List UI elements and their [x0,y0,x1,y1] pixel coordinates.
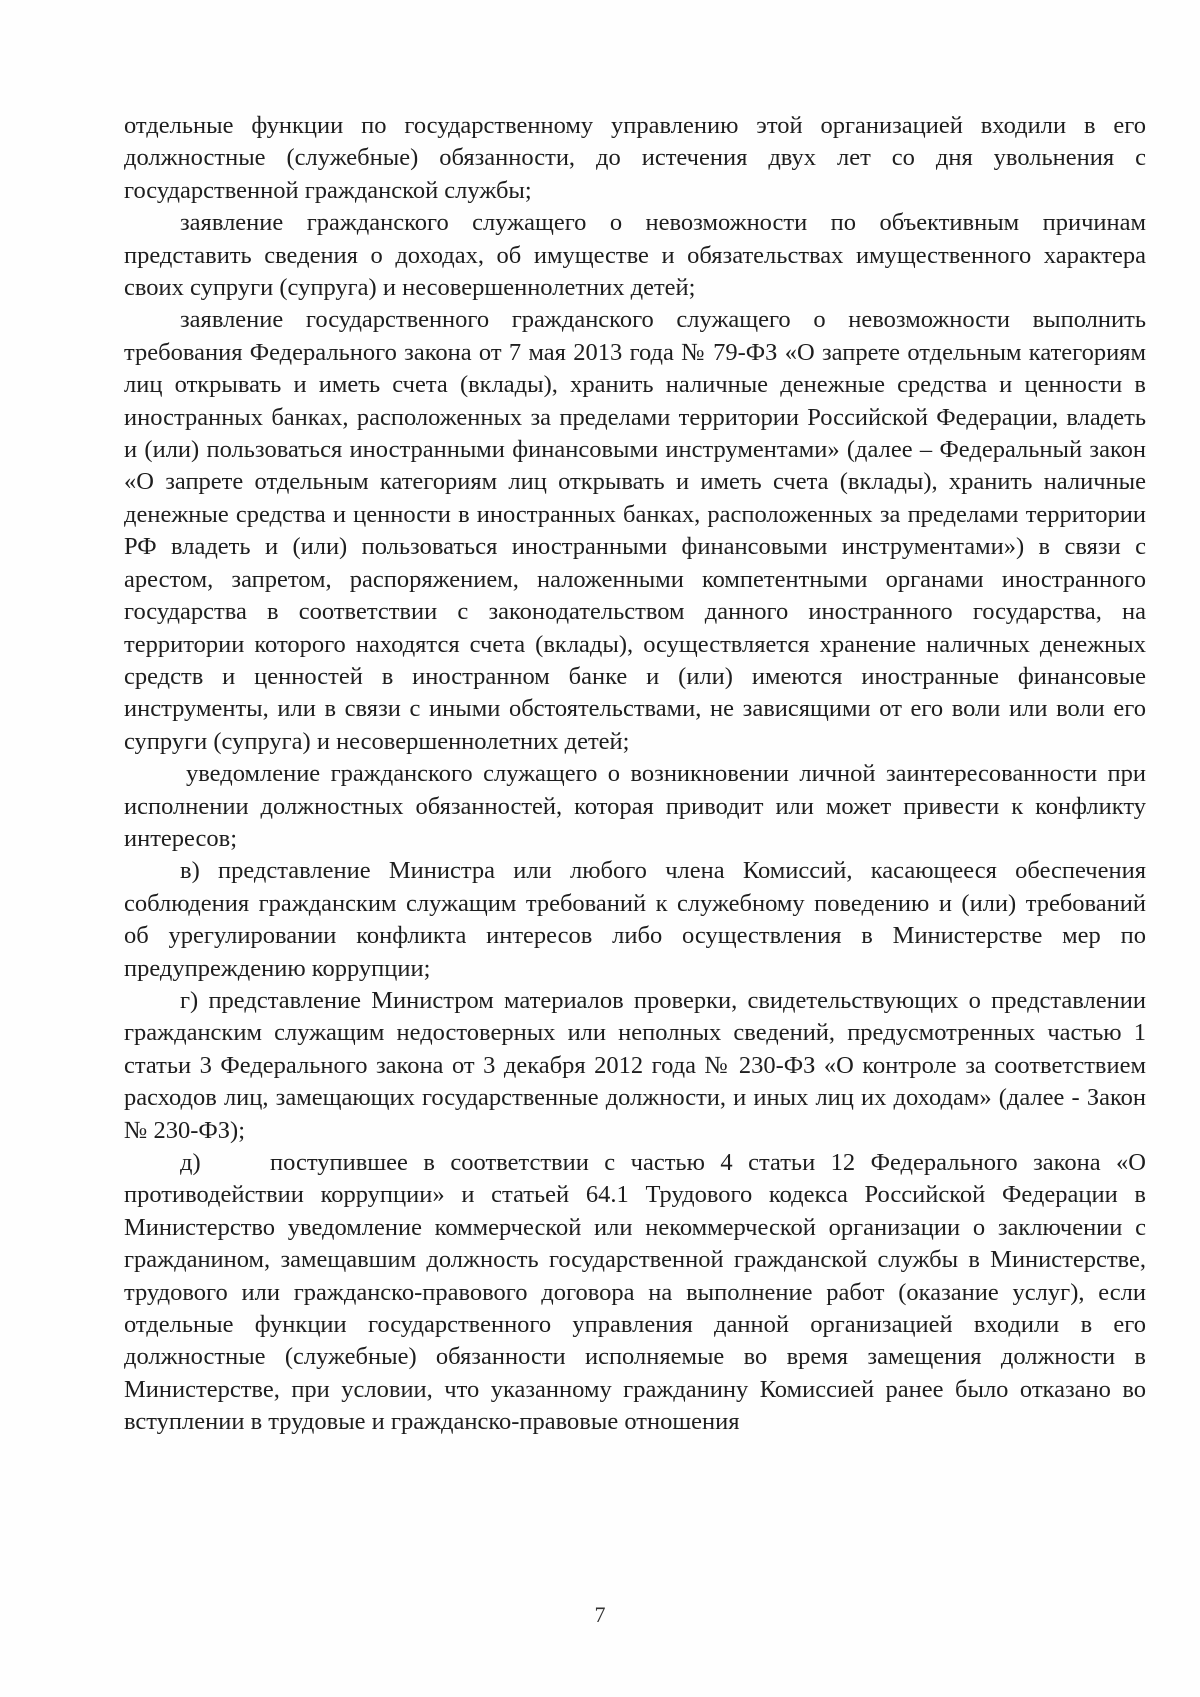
paragraph-statement-foreign-accounts: заявление государственного гражданского служащего о невозможности выполнить требования Федерального закона от 7 мая 2013 года № 79-ФЗ «О запрете отдельным категориям лиц открывать и иметь счета (вклады), хранить наличные денежные средства и ценности в иностранных банках, расположенных за пределами территории Российской Федерации, владеть и (или) пользоваться иностранными финансовыми инструментами» (далее – Федеральный закон «О запрете отдельным категориям лиц открывать и иметь счета (вклады), хранить наличные денежные средства и ценности в иностранных банках, расположенных за пределами территории РФ владеть и (или) пользоваться иностранными финансовыми инструментами») в связи с арестом, запретом, распоряжением, наложенными компетентными органами иностранного государства в соответствии с законодательством данного иностранного государства, на территории которого находятся счета (вклады), осуществляется хранение наличных денежных средств и ценностей в иностранном банке и (или) имеются иностранные финансовые инструменты, или в связи с иными обстоятельствами, не зависящими от его воли или воли его супруги (супруга) и несовершеннолетних детей; [124,306,1146,755]
paragraph-item-d [124,1147,1146,1439]
paragraph-notice-conflict: уведомление гражданского служащего о возникновении личной заинтересованности при исполнении должностных обязанностей, которая приводит или может привести к конфликту интересов; [124,760,1146,852]
paragraph-statement-income: заявление гражданского служащего о невозможности по объективным причинам представить сведения о доходах, об имуществе и обязательствах имущественного характера своих супруги (супруга) и несовершеннолетних детей; [124,209,1146,302]
paragraph-continuation: отдельные функции по государственному управлению этой организацией входили в его должностные (служебные) обязанности, до истечения двух лет со дня увольнения с государственной гражданской службы; [124,112,1146,204]
page-number: 7 [594,1602,606,1627]
paragraph-item-v: в) представление Министра или любого члена Комиссий, касающееся обеспечения соблюдения гражданским служащим требований к служебному поведению и (или) требований об урегулировании конфликта интересов либо осуществления в Министерстве мер по предупреждению коррупции; [124,857,1146,982]
document-body [124,110,1146,1439]
item-d-text: поступившее в соответствии с частью 4 статьи 12 Федерального закона «О противодействии коррупции» и статьей 64.1 Трудового кодекса Российской Федерации в Министерство уведомление коммерческой или некоммерческой организации о заключении с гражданином, замещавшим должность государственной гражданской службы в Министерстве, трудового или гражданско-правового договора на выполнение работ (оказание услуг), если отдельные функции государственного управления данной организацией входили в его должностные (служебные) обязанности исполняемые во время замещения должности в Министерстве, при условии, что указанному гражданину Комиссией ранее было отказано во вступлении в трудовые и гражданско-правовые отношения [124,1149,1146,1436]
paragraph-item-g: г) представление Министром материалов проверки, свидетельствующих о представлении гражданским служащим недостоверных или неполных сведений, предусмотренных частью 1 статьи 3 Федерального закона от 3 декабря 2012 года № 230-ФЗ «О контроле за соответствием расходов лиц, замещающих государственные должности, и иных лиц их доходам» (далее - Закон № 230-ФЗ); [124,986,1146,1144]
item-d-marker: д) [180,1149,201,1176]
